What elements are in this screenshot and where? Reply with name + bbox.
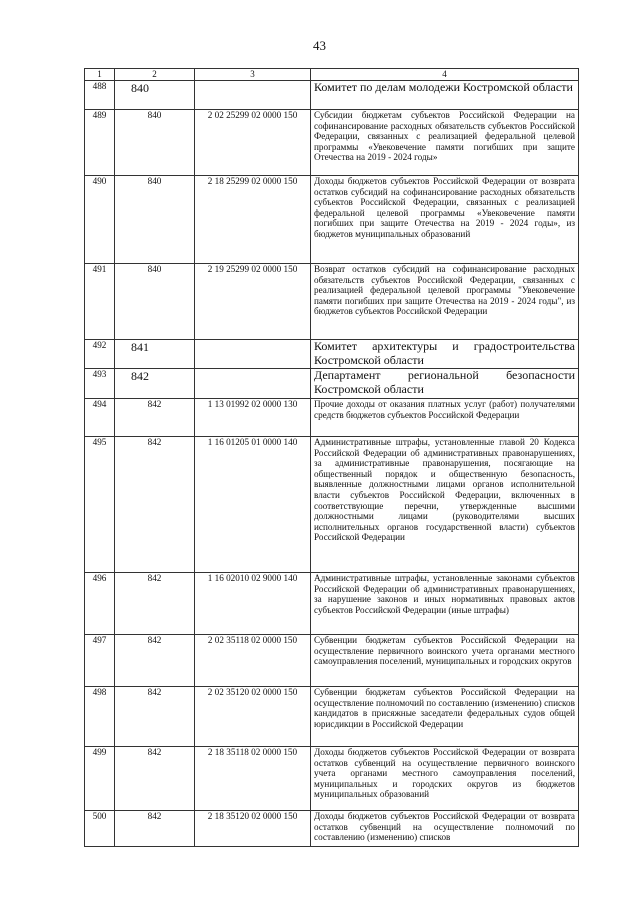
- row-number: 490: [85, 176, 115, 264]
- table-row: [85, 110, 579, 176]
- header-col-3: 3: [195, 69, 311, 81]
- description: Доходы бюджетов субъектов Российской Федерации от возврата остатков субсидий на софинансирование расходных обязательств субъектов Российской Федерации, связанных с реализацией федеральной целевой программы «Увековечение памяти погибших при защите Отечества на 2019 - 2024 годы», из бюджетов муниципальных образований: [311, 176, 579, 264]
- header-col-1: 1: [85, 69, 115, 81]
- table-row: [85, 573, 579, 635]
- description: Доходы бюджетов субъектов Российской Федерации от возврата остатков субвенций на осуществление полномочий по составлению (изменению) списков: [311, 811, 579, 847]
- row-number: 492: [85, 340, 115, 369]
- description: Прочие доходы от оказания платных услуг (работ) получателями средств бюджетов субъектов Российской Федерации: [311, 399, 579, 437]
- table-row: [85, 687, 579, 747]
- header-col-2: 2: [115, 69, 195, 81]
- admin-code: 842: [115, 369, 195, 399]
- row-number: 488: [85, 81, 115, 110]
- table-row: [85, 81, 579, 110]
- description: Доходы бюджетов субъектов Российской Федерации от возврата остатков субвенций на осуществление первичного воинского учета органами местного самоуправления поселений, муниципальных и городских округов из бюджетов муниципальных образований: [311, 747, 579, 811]
- budget-code: 2 02 35118 02 0000 150: [195, 635, 311, 687]
- row-number: 494: [85, 399, 115, 437]
- budget-code: 2 02 35120 02 0000 150: [195, 687, 311, 747]
- description: Субсидии бюджетам субъектов Российской Федерации на софинансирование расходных обязательств субъектов Российской Федерации, связанных с реализацией федеральной целевой программы «Увековечение памяти погибших при защите Отечества на 2019 - 2024 годы»: [311, 110, 579, 176]
- table-row: [85, 811, 579, 847]
- table-row: [85, 176, 579, 264]
- admin-code: 840: [115, 110, 195, 176]
- row-number: 491: [85, 264, 115, 340]
- description: Субвенции бюджетам субъектов Российской Федерации на осуществление первичного воинского учета органами местного самоуправления поселений, муниципальных и городских округов: [311, 635, 579, 687]
- admin-code: 842: [115, 811, 195, 847]
- description: Административные штрафы, установленные главой 20 Кодекса Российской Федерации об административных правонарушениях, за административные правонарушения, посягающие на общественный порядок и общественную безопасность, выявленные должностными лицами органов исполнительной власти субъектов Российской Федерации, включенных в соответствующие перечни, утвержденные высшими должностными лицами (руководителями высших исполнительных органов государственной власти) субъектов Российской Федерации: [311, 437, 579, 573]
- description: Субвенции бюджетам субъектов Российской Федерации на осуществление полномочий по составлению (изменению) списков кандидатов в присяжные заседатели федеральных судов общей юрисдикции в Российской Федерации: [311, 687, 579, 747]
- budget-code: [195, 340, 311, 369]
- budget-code: 2 18 35118 02 0000 150: [195, 747, 311, 811]
- description: Комитет по делам молодежи Костромской области: [311, 81, 579, 110]
- row-number: 493: [85, 369, 115, 399]
- table-row: [85, 369, 579, 399]
- budget-code: [195, 369, 311, 399]
- table-row: [85, 264, 579, 340]
- admin-code: 842: [115, 687, 195, 747]
- budget-code: 1 16 02010 02 9000 140: [195, 573, 311, 635]
- admin-code: 841: [115, 340, 195, 369]
- admin-code: 840: [115, 264, 195, 340]
- budget-code: 2 19 25299 02 0000 150: [195, 264, 311, 340]
- description: Административные штрафы, установленные законами субъектов Российской Федерации об административных правонарушениях, за нарушение законов и иных нормативных правовых актов субъектов Российской Федерации (иные штрафы): [311, 573, 579, 635]
- admin-code: 840: [115, 176, 195, 264]
- admin-code: 842: [115, 573, 195, 635]
- table-row: [85, 437, 579, 573]
- admin-code: 842: [115, 635, 195, 687]
- table-header-row: [85, 69, 579, 81]
- table-row: [85, 399, 579, 437]
- admin-code: 842: [115, 437, 195, 573]
- admin-code: 840: [115, 81, 195, 110]
- revenue-classification-table: [84, 68, 579, 847]
- page-number: 43: [313, 38, 326, 53]
- budget-code: 1 16 01205 01 0000 140: [195, 437, 311, 573]
- budget-code: 2 02 25299 02 0000 150: [195, 110, 311, 176]
- table-row: [85, 635, 579, 687]
- row-number: 499: [85, 747, 115, 811]
- description: Возврат остатков субсидий на софинансирование расходных обязательств субъектов Российской Федерации, связанных с реализацией федеральной целевой программы "Увековечение памяти погибших при защите Отечества на 2019 - 2024 годы", из бюджетов субъектов Российской Федерации: [311, 264, 579, 340]
- description: Комитет архитектуры и градостроительства Костромской области: [311, 340, 579, 369]
- description: Департамент региональной безопасности Костромской области: [311, 369, 579, 399]
- row-number: 496: [85, 573, 115, 635]
- admin-code: 842: [115, 399, 195, 437]
- row-number: 489: [85, 110, 115, 176]
- row-number: 500: [85, 811, 115, 847]
- budget-code: 1 13 01992 02 0000 130: [195, 399, 311, 437]
- row-number: 498: [85, 687, 115, 747]
- admin-code: 842: [115, 747, 195, 811]
- table-row: [85, 340, 579, 369]
- budget-code: 2 18 35120 02 0000 150: [195, 811, 311, 847]
- budget-code: 2 18 25299 02 0000 150: [195, 176, 311, 264]
- table-row: [85, 747, 579, 811]
- budget-code: [195, 81, 311, 110]
- row-number: 495: [85, 437, 115, 573]
- row-number: 497: [85, 635, 115, 687]
- header-col-4: 4: [311, 69, 579, 81]
